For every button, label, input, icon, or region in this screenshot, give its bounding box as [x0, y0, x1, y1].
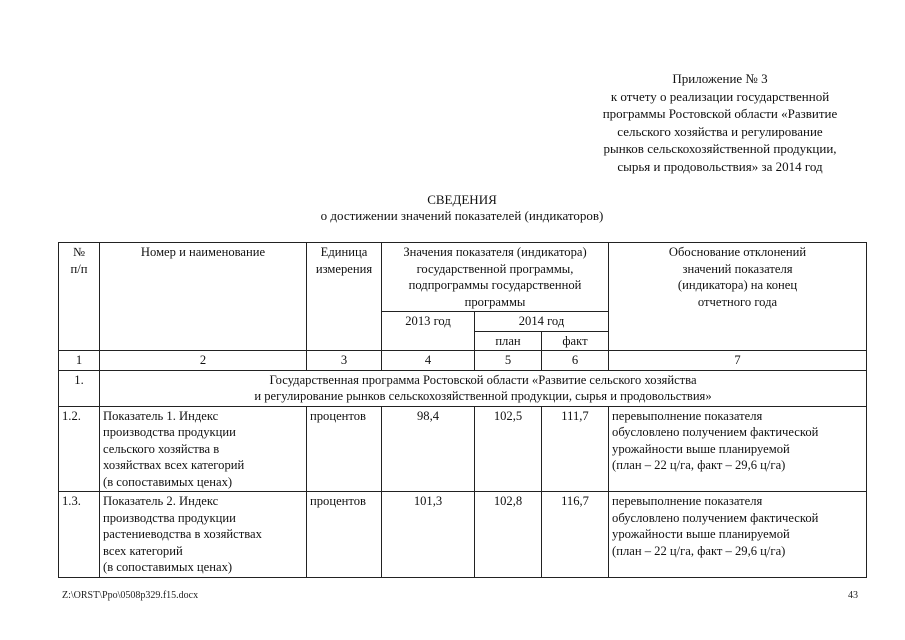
row-2013-value: 98,4 — [382, 406, 475, 492]
indicators-table — [58, 242, 867, 578]
row-2013-value: 101,3 — [382, 492, 475, 578]
program-num: 1. — [59, 370, 100, 406]
appendix-header — [570, 70, 870, 175]
col-number: 3 — [307, 351, 382, 371]
row-name: Показатель 1. Индекс производства продукции сельского хозяйства в хозяйствах всех категорий (в сопоставимых ценах) — [100, 406, 307, 492]
document-title — [232, 192, 692, 224]
appendix-line: Приложение № 3 — [672, 71, 768, 86]
col-number: 5 — [475, 351, 542, 371]
appendix-line: к отчету о реализации государственной — [610, 88, 830, 104]
col-number: 1 — [59, 351, 100, 371]
header-num: № п/п — [59, 243, 100, 351]
col-number: 6 — [542, 351, 609, 371]
row-reason: перевыполнение показателя обусловлено получением фактической урожайности выше планируемой (план – 22 ц/га, факт – 29,6 ц/га) — [609, 406, 867, 492]
header-values: Значения показателя (индикатора) государственной программы, подпрограммы государственной программы — [382, 243, 609, 312]
header-2013: 2013 год — [382, 312, 475, 351]
appendix-line: программы Ростовской области «Развитие — [602, 106, 838, 121]
header-name: Номер и наименование — [100, 243, 307, 351]
footer-file-path: Z:\ORST\Ppo\0508p329.f15.docx — [62, 590, 199, 601]
page-number: 43 — [848, 590, 858, 601]
row-num: 1.3. — [59, 492, 100, 578]
row-plan-value: 102,5 — [475, 406, 542, 492]
row-num: 1.2. — [59, 406, 100, 492]
column-numbers-row — [59, 351, 867, 371]
program-row — [59, 370, 867, 406]
appendix-line: сырья и продовольствия» за 2014 год — [617, 158, 823, 174]
header-fact: факт — [542, 331, 609, 351]
col-number: 2 — [100, 351, 307, 371]
header-reason: Обоснование отклонений значений показателя (индикатора) на конец отчетного года — [609, 243, 867, 351]
row-unit: процентов — [307, 492, 382, 578]
header-row — [59, 243, 867, 312]
row-fact-value: 116,7 — [542, 492, 609, 578]
row-plan-value: 102,8 — [475, 492, 542, 578]
title-subtitle: о достижении значений показателей (индикаторов) — [320, 208, 604, 223]
header-2014: 2014 год — [475, 312, 609, 332]
appendix-line: рынков сельскохозяйственной продукции, — [603, 141, 837, 156]
title-main: СВЕДЕНИЯ — [427, 192, 497, 207]
header-unit: Единица измерения — [307, 243, 382, 351]
row-reason: перевыполнение показателя обусловлено получением фактической урожайности выше планируемой (план – 22 ц/га, факт – 29,6 ц/га) — [609, 492, 867, 578]
table-row — [59, 406, 867, 492]
table-row — [59, 492, 867, 578]
col-number: 7 — [609, 351, 867, 371]
row-fact-value: 111,7 — [542, 406, 609, 492]
appendix-line: сельского хозяйства и регулирование — [617, 123, 823, 139]
row-unit: процентов — [307, 406, 382, 492]
program-title: Государственная программа Ростовской области «Развитие сельского хозяйства и регулирование рынков сельскохозяйственной продукции, сырья и продовольствия» — [100, 370, 867, 406]
row-name: Показатель 2. Индекс производства продукции растениеводства в хозяйствах всех категорий (в сопоставимых ценах) — [100, 492, 307, 578]
header-plan: план — [475, 331, 542, 351]
col-number: 4 — [382, 351, 475, 371]
